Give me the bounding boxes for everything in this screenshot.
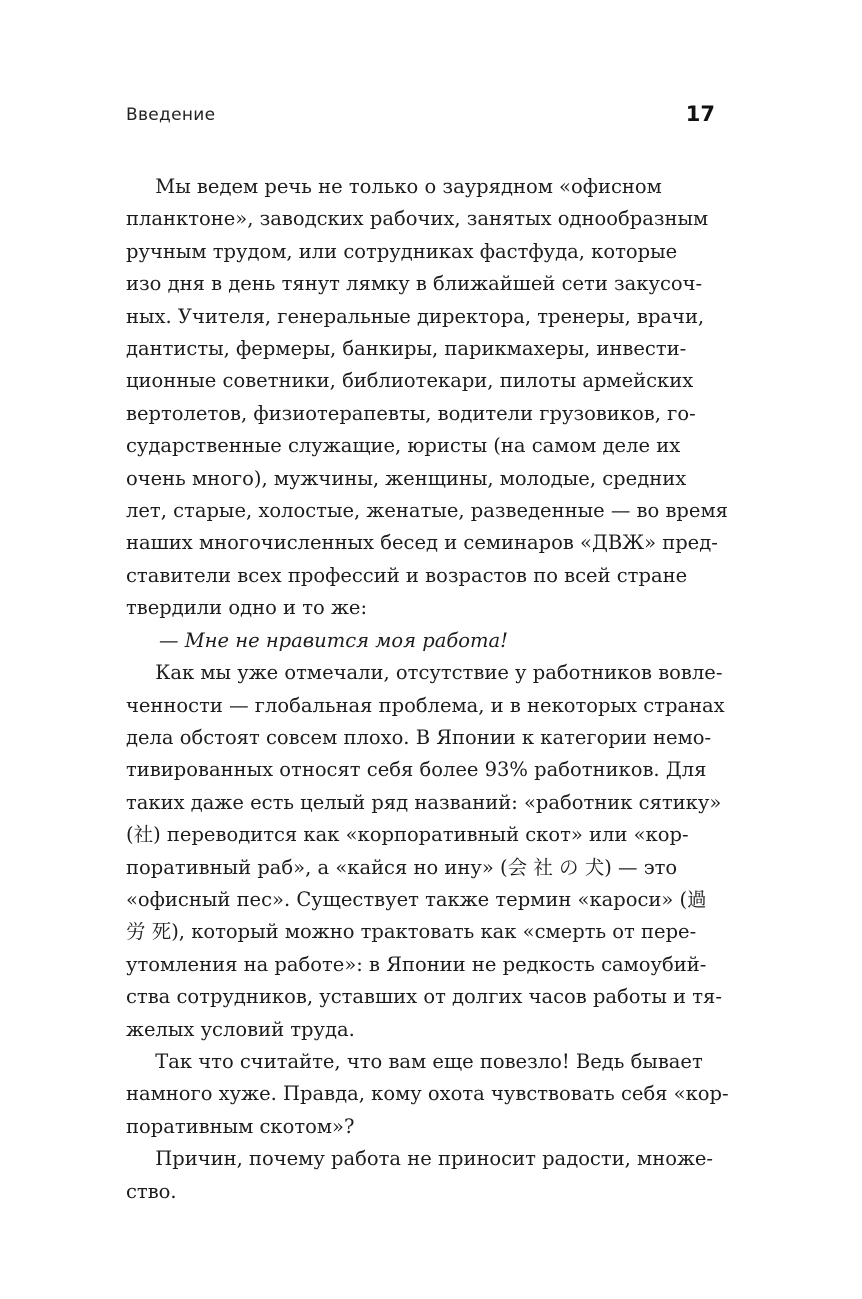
paragraph-lucky: Так что считайте, что вам еще повезло! Ведь бывает намного хуже. Правда, кому охота чувствовать себя «кор- поративным скотом»?: [126, 1049, 729, 1138]
section-title: Введение: [126, 105, 216, 125]
paragraph-professions: Мы ведем речь не только о заурядном «офисном планктоне», заводских рабочих, занятых однообразным ручным трудом, или сотрудниках фастфуда, которые изо дня в день тянут лямку в ближайшей сети закусоч- ных. Учителя, генеральные директора, тренеры, врачи, дантисты, фермеры, банкиры, парикмахеры, инвести- ционные советники, библиотекари, пилоты армейских вертолетов, физиотерапевты, водители грузовиков, го- сударственные служащие, юристы (на самом деле их очень много), мужчины, женщины, молодые, средних лет, старые, холостые, женатые, разведенные — во время наших многочисленных бесед и семинаров «ДВЖ» пред- ставители всех профессий и возрастов по всей стране твердили одно и то же:: [126, 175, 728, 620]
page-number: 17: [685, 102, 715, 126]
body-text: [126, 171, 729, 1208]
quote-dash: —: [159, 628, 185, 652]
quote-line: [126, 625, 726, 657]
paragraph-reasons: Причин, почему работа не приносит радости, множе- ство.: [126, 1147, 714, 1203]
paragraph-japan: Как мы уже отмечали, отсутствие у работников вовле- ченности — глобальная проблема, и в некоторых странах дела обстоят совсем плохо. В Японии к категории немо- тивированных относят себя более 93% работников. Для таких даже есть целый ряд названий: «работник сятику» (社) переводится как «корпоративный скот» или «кор- поративный раб», а «кайся но ину» (会 社 の 犬) — это «офисный пес». Существует также термин «кароси» (過 労 死), который можно трактовать как «смерть от пере- утомления на работе»: в Японии не редкость самоубий- ства сотрудников, уставших от долгих часов работы и тя- желых условий труда.: [126, 661, 725, 1041]
quote-text: Мне не нравится моя работа!: [184, 628, 508, 652]
running-head: [126, 102, 715, 130]
